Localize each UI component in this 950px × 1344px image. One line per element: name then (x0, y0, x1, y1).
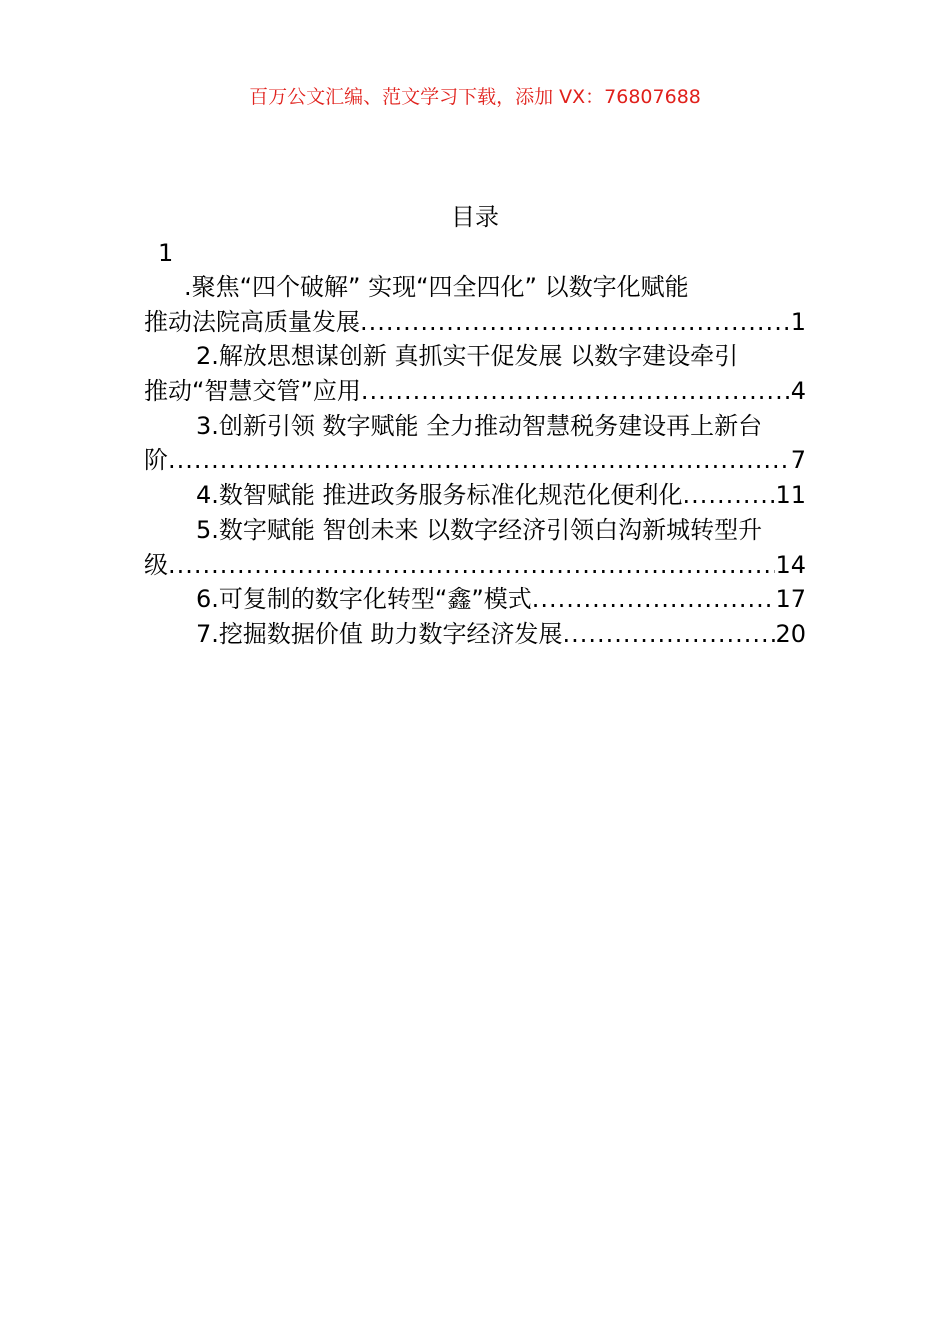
toc-page-number: 1 (790, 307, 806, 336)
toc-entry-title: .聚焦“四个破解” 实现“四全四化” 以数字化赋能 (184, 273, 689, 301)
toc-page-number: 14 (775, 550, 806, 579)
toc-entry-7[interactable] (144, 617, 806, 652)
toc-entry-5[interactable] (144, 513, 806, 582)
table-of-contents (144, 270, 806, 652)
toc-page-number: 20 (775, 619, 806, 648)
toc-entry-2[interactable] (144, 339, 806, 408)
toc-title: 目录 (451, 203, 499, 231)
dot-leader (532, 582, 776, 617)
dot-leader (361, 374, 791, 409)
toc-page-number: 4 (790, 377, 806, 406)
toc-entry-title-cont: 级 (144, 550, 168, 579)
toc-entry-title: 7.挖掘数据价值 助力数字经济发展 (196, 619, 563, 648)
toc-entry-title: 6.可复制的数字化转型“鑫”模式 (196, 585, 532, 614)
toc-stray-number: 1 (158, 239, 174, 267)
toc-entry-title-cont: 阶 (144, 446, 168, 475)
toc-entry-1[interactable] (144, 270, 806, 339)
dot-leader (168, 548, 775, 583)
toc-entry-title: 5.数字赋能 智创未来 以数字经济引领白沟新城转型升 (196, 515, 763, 544)
toc-entry-4[interactable] (144, 478, 806, 513)
toc-entry-6[interactable] (144, 582, 806, 617)
dot-leader (683, 478, 776, 513)
toc-entry-title-cont: 推动法院高质量发展 (144, 307, 360, 336)
toc-entry-title: 2.解放思想谋创新 真抓实干促发展 以数字建设牵引 (196, 342, 739, 371)
toc-page-number: 7 (790, 446, 806, 475)
dot-leader (168, 443, 791, 478)
toc-entry-title: 3.创新引领 数字赋能 全力推动智慧税务建设再上新台 (196, 411, 763, 440)
toc-entry-3[interactable] (144, 409, 806, 478)
toc-entry-title-cont: 推动“智慧交管”应用 (144, 377, 361, 406)
dot-leader (360, 305, 791, 340)
toc-page-number: 17 (775, 585, 806, 614)
header-note: 百万公文汇编、范文学习下载，添加 VX：76807688 (249, 86, 701, 108)
dot-leader (563, 617, 776, 652)
toc-page-number: 11 (775, 481, 806, 510)
toc-entry-title: 4.数智赋能 推进政务服务标准化规范化便利化 (196, 481, 683, 510)
